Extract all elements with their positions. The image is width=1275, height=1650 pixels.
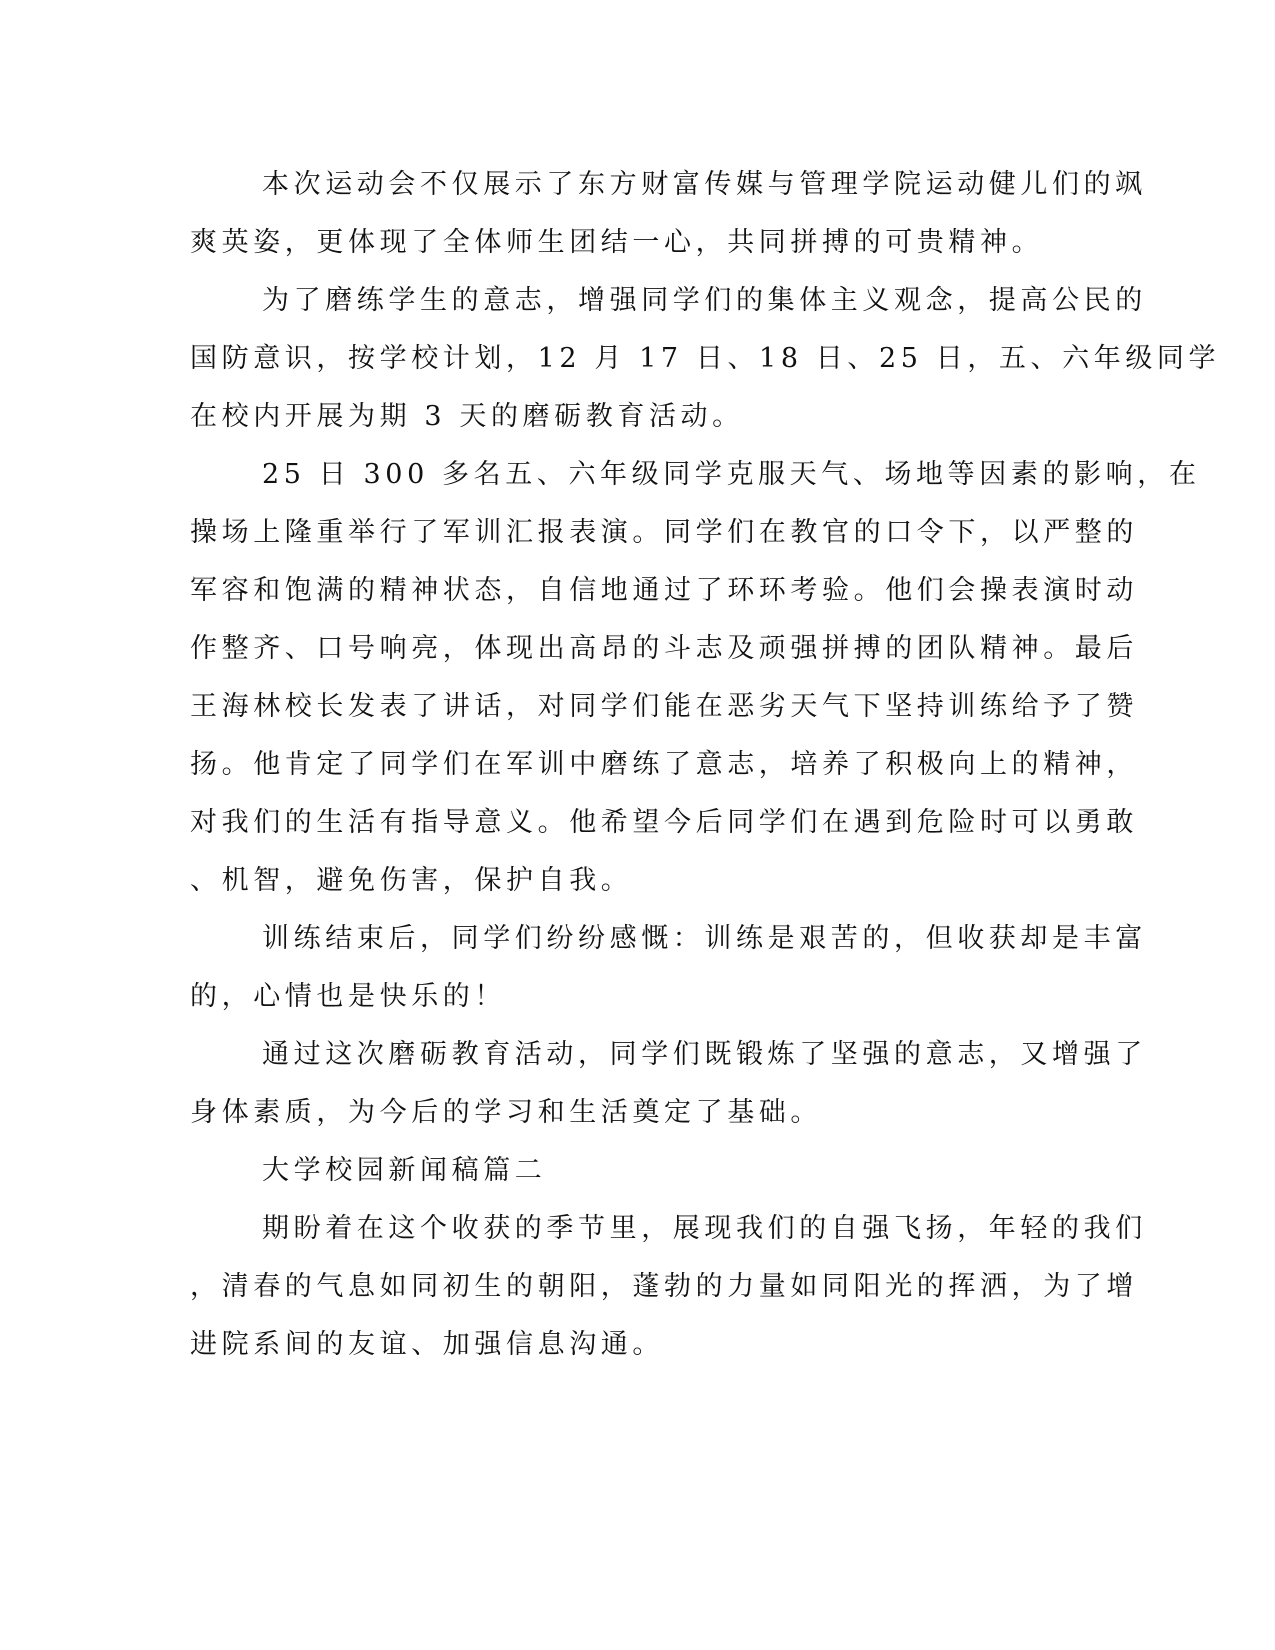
text-line: 进院系间的友谊、加强信息沟通。 [190,1329,664,1360]
text-line: 国防意识，按学校计划，12 月 17 日、18 日、25 日，五、六年级同学 [190,343,1221,374]
section-heading: 大学校园新闻稿篇二 [262,1155,547,1186]
text-line: 、机智，避免伤害，保护自我。 [190,865,633,896]
text-line: 25 日 300 多名五、六年级同学克服天气、场地等因素的影响，在 [262,459,1201,490]
text-line: 操场上隆重举行了军训汇报表演。同学们在教官的口令下，以严整的 [190,517,1138,548]
text-line: 王海林校长发表了讲话，对同学们能在恶劣天气下坚持训练给予了赞 [190,691,1138,722]
text-line: 爽英姿，更体现了全体师生团结一心，共同拼搏的可贵精神。 [190,227,1044,258]
text-line: 身体素质，为今后的学习和生活奠定了基础。 [190,1097,822,1128]
text-line: 在校内开展为期 3 天的磨砺教育活动。 [190,401,744,432]
text-line: 训练结束后，同学们纷纷感慨：训练是艰苦的，但收获却是丰富 [262,923,1147,954]
text-line: 为了磨练学生的意志，增强同学们的集体主义观念，提高公民的 [262,285,1147,316]
text-line: 通过这次磨砺教育活动，同学们既锻炼了坚强的意志，又增强了 [262,1039,1147,1070]
text-line: 对我们的生活有指导意义。他希望今后同学们在遇到危险时可以勇敢 [190,807,1138,838]
text-line: 期盼着在这个收获的季节里，展现我们的自强飞扬，年轻的我们 [262,1213,1147,1244]
text-line: 作整齐、口号响亮，体现出高昂的斗志及顽强拼搏的团队精神。最后 [190,633,1138,664]
text-line: ，清春的气息如同初生的朝阳，蓬勃的力量如同阳光的挥洒，为了增 [190,1271,1138,1302]
text-line: 本次运动会不仅展示了东方财富传媒与管理学院运动健儿们的飒 [262,169,1147,200]
text-line: 扬。他肯定了同学们在军训中磨练了意志，培养了积极向上的精神， [190,749,1138,780]
text-line: 军容和饱满的精神状态，自信地通过了环环考验。他们会操表演时动 [190,575,1138,606]
text-line: 的，心情也是快乐的！ [190,981,506,1012]
